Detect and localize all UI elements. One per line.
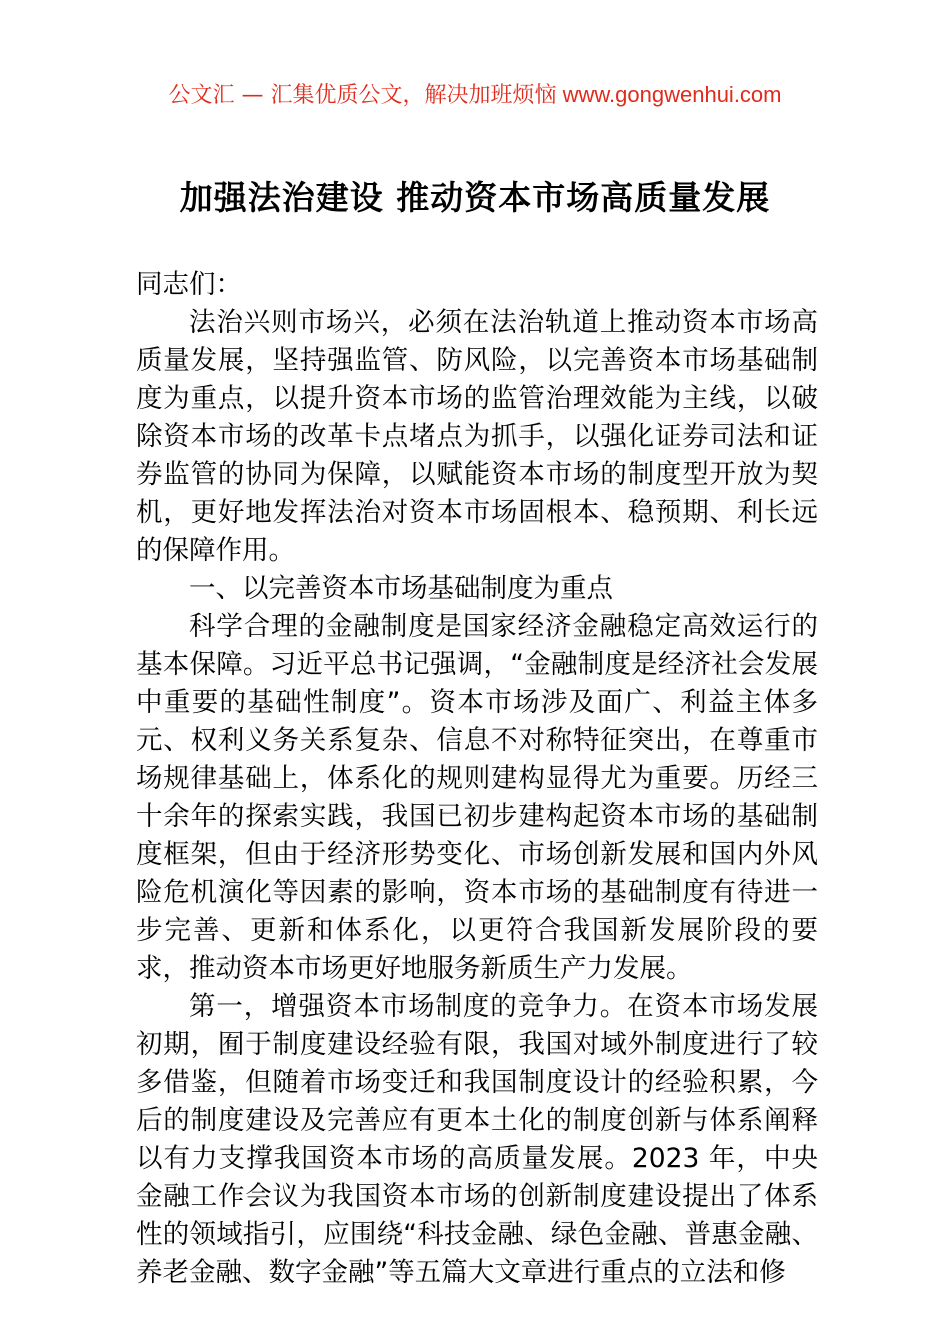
- section-heading-1: 一、以完善资本市场基础制度为重点: [189, 573, 613, 604]
- paragraph-opening: 法治兴则市场兴，必须在法治轨道上推动资本市场高质量发展，坚持强监管、防风险，以完善资本市场基础制度为重点，以提升资本市场的监管治理效能为主线，以破除资本市场的改革卡点堵点为抓手，以强化证券司法和证券监管的协同为保障，以赋能资本市场的制度型开放为契机，更好地发挥法治对资本市场固根本、稳预期、利长远的保障作用。: [136, 307, 818, 566]
- paragraph-section1-2: 第一，增强资本市场制度的竞争力。在资本市场发展初期，囿于制度建设经验有限，我国对域外制度进行了较多借鉴，但随着市场变迁和我国制度设计的经验积累，今后的制度建设及完善应有更本土化的制度创新与体系阐释以有力支撑我国资本市场的高质量发展。2023 年，中央金融工作会议为我国资本市场的创新制度建设提出了体系性的领域指引，应围绕“科技金融、绿色金融、普惠金融、养老金融、数字金融”等五篇大文章进行重点的立法和修: [136, 991, 818, 1288]
- paragraph-section1-1: 科学合理的金融制度是国家经济金融稳定高效运行的基本保障。习近平总书记强调，“金融制度是经济社会发展中重要的基础性制度”。资本市场涉及面广、利益主体多元、权利义务关系复杂、信息不对称特征突出，在尊重市场规律基础上，体系化的规则建构显得尤为重要。历经三十余年的探索实践，我国已初步建构起资本市场的基础制度框架，但由于经济形势变化、市场创新发展和国内外风险危机演化等因素的影响，资本市场的基础制度有待进一步完善、更新和体系化，以更符合我国新发展阶段的要求，推动资本市场更好地服务新质生产力发展。: [136, 611, 818, 984]
- watermark-site-slogan: 公文汇 — 汇集优质公文，解决加班烦恼: [168, 83, 557, 108]
- document-body: [136, 266, 818, 1292]
- page-title: 加强法治建设 推动资本市场高质量发展: [179, 178, 771, 217]
- salutation: 同志们：: [136, 269, 242, 300]
- watermark-header: [0, 78, 950, 109]
- watermark-site-url: www.gongwenhui.com: [556, 82, 782, 107]
